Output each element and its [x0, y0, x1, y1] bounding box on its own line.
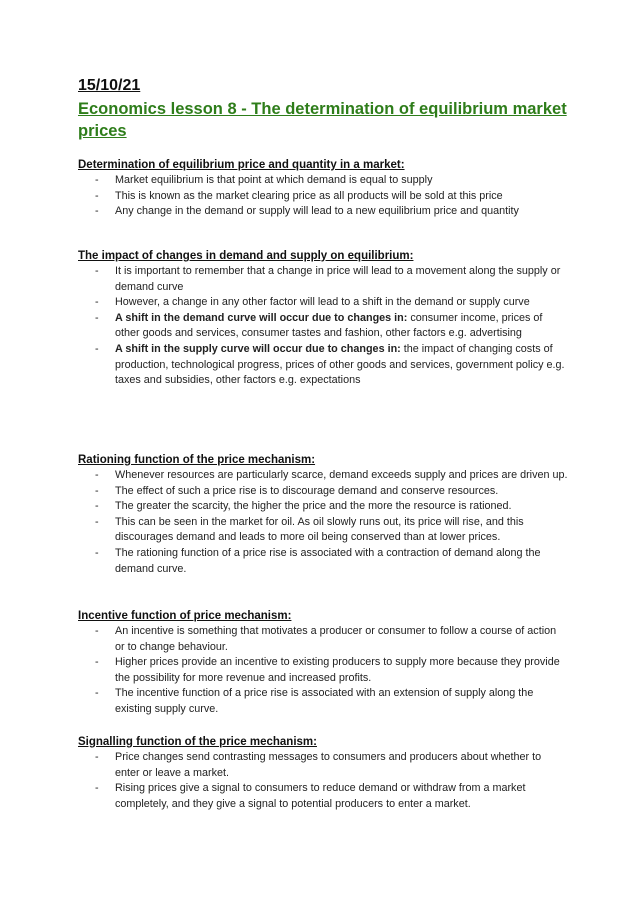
section-4: [78, 609, 568, 718]
bullet-list: [78, 750, 568, 812]
document-title: Economics lesson 8 - The determination of equilibrium market prices: [78, 100, 567, 140]
bullet-dash-icon: -: [95, 484, 99, 497]
bullet-dash-icon: -: [95, 656, 99, 669]
item-text: An incentive is something that motivates a producer or consumer to follow a course of action or to change behaviour.: [115, 625, 557, 653]
item-text: The incentive function of a price rise is associated with an extension of supply along the existing supply curve.: [115, 687, 534, 715]
bullet-list: [78, 173, 568, 220]
bullet-dash-icon: -: [95, 546, 99, 559]
list-item: [78, 686, 568, 717]
bullet-dash-icon: -: [95, 687, 99, 700]
item-text: This can be seen in the market for oil. As oil slowly runs out, its price will rise, and this discourages demand and leads to more oil being conserved than at lower prices.: [115, 515, 524, 544]
item-text: consumer income, prices of other goods and services, consumer tastes and fashion, other factors e.g. advertising: [115, 311, 543, 340]
bullet-dash-icon: -: [95, 265, 99, 277]
section-2: [78, 249, 568, 389]
bullet-dash-icon: -: [95, 751, 99, 763]
item-text: Higher prices provide an incentive to existing producers to supply more because they provide the possibility for more revenue and increased profits.: [115, 656, 560, 684]
bullet-dash-icon: -: [95, 782, 99, 795]
bullet-dash-icon: -: [95, 174, 99, 186]
list-item: [78, 173, 568, 189]
item-text: However, a change in any other factor will lead to a shift in the demand or supply curve: [115, 296, 530, 309]
list-item: [78, 189, 568, 205]
list-item: [78, 264, 568, 295]
bullet-dash-icon: -: [95, 469, 99, 481]
bullet-dash-icon: -: [95, 311, 99, 324]
section-heading: Determination of equilibrium price and quantity in a market:: [78, 159, 405, 171]
item-text: Rising prices give a signal to consumers to reduce demand or withdraw from a market completely, and they give a signal to potential producers to enter a market.: [115, 782, 526, 810]
list-item: [78, 204, 568, 220]
item-text: The effect of such a price rise is to discourage demand and conserve resources.: [115, 484, 499, 497]
list-item: [78, 311, 568, 342]
section-heading: The impact of changes in demand and supply on equilibrium:: [78, 250, 414, 262]
bullet-dash-icon: -: [95, 205, 99, 218]
bold-lead-text: A shift in the demand curve will occur due to changes in:: [115, 311, 408, 324]
list-item: [78, 781, 568, 812]
bullet-list: [78, 468, 568, 577]
document-date: 15/10/21: [78, 77, 141, 94]
list-item: [78, 515, 568, 546]
list-item: [78, 484, 568, 500]
list-item: [78, 468, 568, 484]
bullet-dash-icon: -: [95, 296, 99, 309]
section-1: [78, 158, 568, 220]
bullet-dash-icon: -: [95, 342, 99, 355]
bullet-dash-icon: -: [95, 625, 99, 637]
bullet-list: [78, 624, 568, 718]
list-item: [78, 499, 568, 515]
document-page: [78, 76, 568, 810]
item-text: It is important to remember that a change in price will lead to a movement along the supply or demand curve: [115, 265, 561, 293]
section-5: [78, 735, 568, 812]
item-text: Market equilibrium is that point at which demand is equal to supply: [115, 174, 433, 186]
bold-lead-text: A shift in the supply curve will occur due to changes in:: [115, 342, 401, 355]
item-text: The rationing function of a price rise is associated with a contraction of demand along the demand curve.: [115, 546, 541, 575]
item-text: Whenever resources are particularly scarce, demand exceeds supply and prices are driven up.: [115, 469, 568, 481]
bullet-dash-icon: -: [95, 515, 99, 528]
section-heading: Incentive function of price mechanism:: [78, 610, 292, 622]
section-heading: Signalling function of the price mechanism:: [78, 736, 317, 748]
bullet-dash-icon: -: [95, 500, 99, 513]
list-item: [78, 624, 568, 655]
section-3: [78, 453, 568, 577]
item-text: the impact of changing costs of production, technological progress, prices of other goods and services, government policy e.g. taxes and subsidies, other factors e.g. expectations: [115, 342, 565, 387]
list-item: [78, 546, 568, 577]
list-item: [78, 655, 568, 686]
list-item: [78, 750, 568, 781]
item-text: The greater the scarcity, the higher the price and the more the resource is rationed.: [115, 500, 512, 513]
list-item: [78, 295, 568, 311]
item-text: Any change in the demand or supply will lead to a new equilibrium price and quantity: [115, 205, 519, 218]
item-text: This is known as the market clearing price as all products will be sold at this price: [115, 189, 503, 202]
section-heading: Rationing function of the price mechanism:: [78, 454, 316, 466]
bullet-dash-icon: -: [95, 189, 99, 202]
list-item: [78, 342, 568, 389]
item-text: Price changes send contrasting messages to consumers and producers about whether to enter or leave a market.: [115, 751, 542, 779]
bullet-list: [78, 264, 568, 389]
